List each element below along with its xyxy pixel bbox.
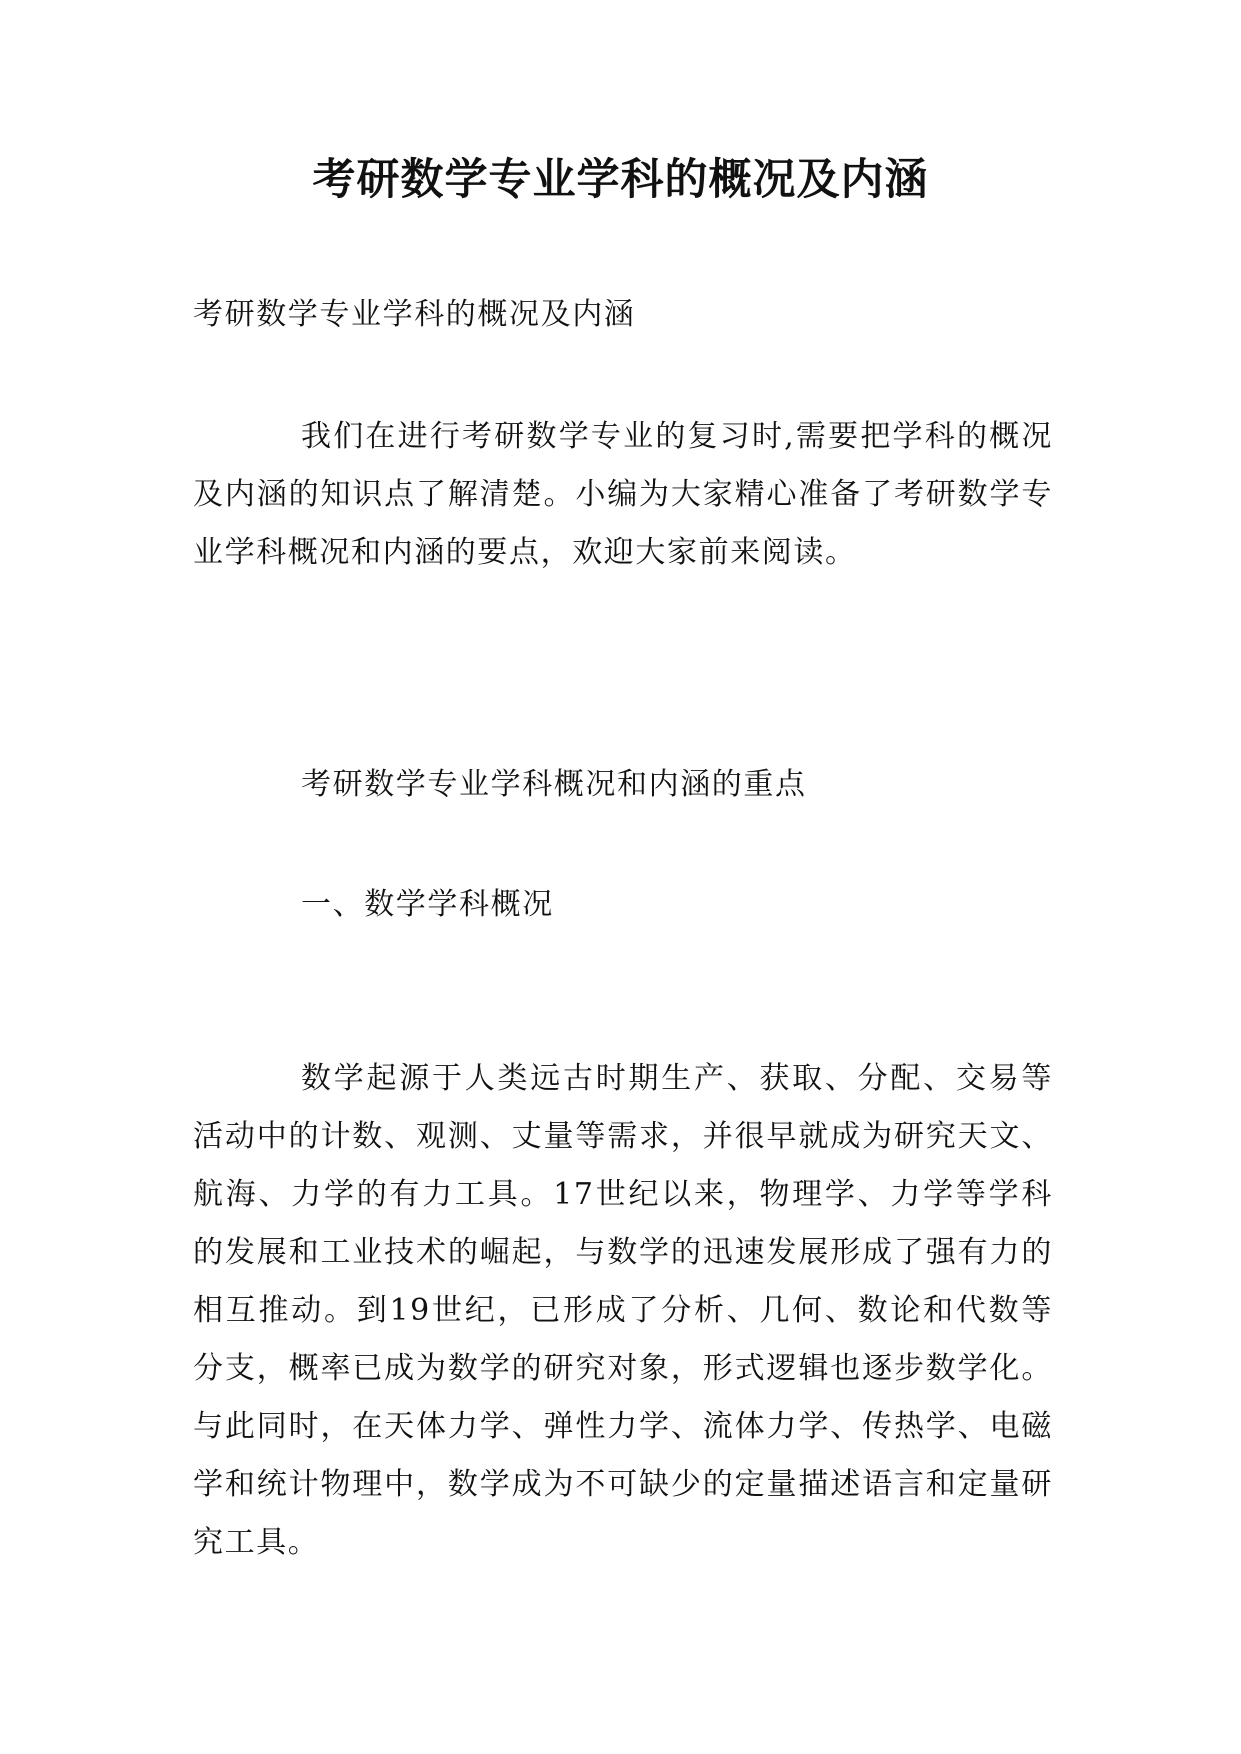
- key-points-heading: 考研数学专业学科概况和内涵的重点: [301, 767, 807, 802]
- section-heading: 一、数学学科概况: [301, 887, 554, 922]
- intro-paragraph: 我们在进行考研数学专业的复习时,需要把学科的概况及内涵的知识点了解清楚。小编为大家精心准备了考研数学专业学科概况和内涵的要点，欢迎大家前来阅读。: [193, 419, 1053, 570]
- document-title: 考研数学专业学科的概况及内涵: [312, 155, 929, 205]
- document-subtitle: 考研数学专业学科的概况及内涵: [193, 297, 636, 332]
- body-paragraph: 数学起源于人类远古时期生产、获取、分配、交易等活动中的计数、观测、丈量等需求，并很早就成为研究天文、航海、力学的有力工具。17世纪以来，物理学、力学等学科的发展和工业技术的崛起，与数学的迅速发展形成了强有力的相互推动。到19世纪，已形成了分析、几何、数论和代数等分支，概率已成为数学的研究对象，形式逻辑也逐步数学化。与此同时，在天体力学、弹性力学、流体力学、传热学、电磁学和统计物理中，数学成为不可缺少的定量描述语言和定量研究工具。: [193, 1061, 1053, 1560]
